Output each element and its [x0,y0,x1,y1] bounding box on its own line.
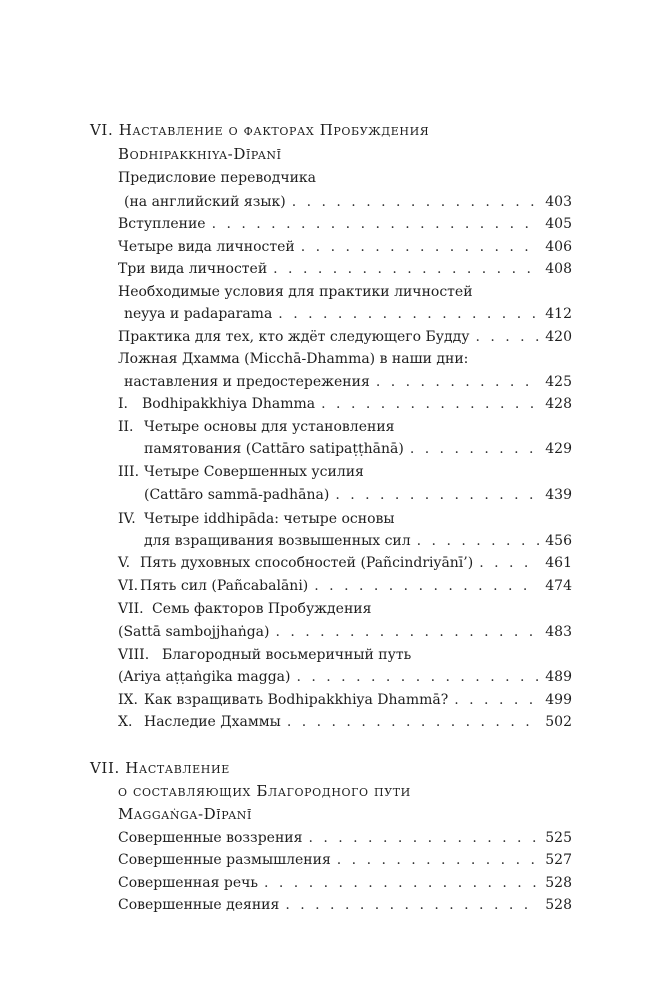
leader-dots [417,531,540,551]
toc-entry[interactable] [118,439,572,459]
toc-entry-text: Практика для тех, кто ждёт следующего Будду [118,329,470,345]
toc-entry[interactable] [118,372,572,392]
toc-entry-text: (Cattāro sammā-padhāna) [144,487,330,503]
toc-page-number: 408 [545,261,572,277]
toc-entry-text: Совершенные деяния [118,897,280,913]
toc-page-number: 527 [545,852,572,868]
toc-entry[interactable] [118,690,572,710]
toc-entry[interactable] [118,259,572,279]
leader-dots [292,192,540,212]
leader-dots [287,712,539,732]
toc-entry-text: Совершенная речь [118,875,258,891]
toc-entry-text: (на английский язык) [124,194,286,210]
toc-page-number: 502 [545,714,572,730]
toc-entry[interactable] [118,828,572,848]
leader-dots [296,667,539,687]
toc-entry[interactable] [118,349,572,369]
toc-entry-number: VII. [118,601,144,617]
toc-entry[interactable] [118,667,572,687]
toc-entry[interactable] [118,622,572,642]
toc-entry-text: Пять духовных способностей (Pañcindriyānī’) [140,555,474,571]
toc-entry-text: Bodhipakkhiya Dhamma [142,396,316,412]
toc-entry-text: Семь факторов Пробуждения [152,601,372,617]
toc-entry-number: I. [118,396,128,412]
leader-dots [275,622,539,642]
toc-page-number: 412 [545,306,572,322]
leader-dots [479,553,539,573]
toc-page-number: 420 [545,329,572,345]
section-6-subheading: Bodhipakkhiya-Dīpanī [118,145,282,163]
toc-entry[interactable] [118,327,572,347]
leader-dots [308,828,539,848]
toc-page-number: 403 [545,194,572,210]
toc-entry[interactable] [118,282,572,302]
toc-entry-text: Четыре iddhipāda: четыре основы [144,511,395,527]
toc-entry-text: Необходимые условия для практики личностей [118,284,473,300]
toc-entry[interactable] [118,850,572,870]
leader-dots [264,873,539,893]
toc-entry[interactable] [118,645,572,665]
toc-page-number: 439 [545,487,572,503]
toc-page-number: 405 [545,216,572,232]
toc-entry[interactable] [118,553,572,573]
toc-entry[interactable] [118,873,572,893]
toc-entry-number: VIII. [118,647,150,663]
toc-page-number: 428 [545,396,572,412]
toc-entry[interactable] [118,168,572,188]
section-7-subheading: Maggaṅga-Dīpanī [118,805,252,823]
leader-dots [212,214,540,234]
leader-dots [335,485,539,505]
leader-dots [321,394,539,414]
section-7-heading: VII. Наставление [90,759,230,777]
section-7-heading-line2: о составляющих Благородного пути [118,782,411,800]
toc-entry-text: для взращивания возвышенных сил [144,533,411,549]
toc-page-number: 425 [545,374,572,390]
leader-dots [273,259,539,279]
toc-entry-text: (Sattā sambojjhaṅga) [118,624,270,640]
toc-entry-text: памятования (Cattāro satipaṭṭhānā) [144,441,404,457]
toc-entry-text: Совершенные размышления [118,852,331,868]
toc-entry-text: Ложная Дхамма (Micchā-Dhamma) в наши дни: [118,351,469,367]
toc-entry[interactable] [118,509,572,529]
toc-entry-number: VI. [118,578,139,594]
leader-dots [285,895,539,915]
toc-entry[interactable] [118,462,572,482]
toc-entry[interactable] [118,237,572,257]
toc-entry[interactable] [118,485,572,505]
toc-entry-number: II. [118,419,134,435]
toc-page-number: 483 [545,624,572,640]
leader-dots [337,850,539,870]
toc-entry-number: X. [118,714,133,730]
leader-dots [314,576,539,596]
toc-entry-text: neyya и padaparama [124,306,273,322]
toc-entry[interactable] [118,417,572,437]
toc-entry[interactable] [118,576,572,596]
leader-dots [410,439,539,459]
toc-entry-number: III. [118,464,140,480]
leader-dots [475,327,539,347]
toc-entry[interactable] [118,192,572,212]
leader-dots [301,237,540,257]
toc-entry[interactable] [118,394,572,414]
toc-entry-text: Как взращивать Bodhipakkhiya Dhammā? [144,692,449,708]
toc-entry[interactable] [118,599,572,619]
toc-entry-text: Три вида личностей [118,261,268,277]
toc-entry-number: IX. [118,692,138,708]
toc-entry-text: Пять сил (Pañcabalāni) [140,578,309,594]
toc-page-number: 489 [545,669,572,685]
toc-entry-text: Предисловие переводчика [118,170,316,186]
leader-dots [376,372,539,392]
toc-page-number: 474 [545,578,572,594]
toc-entry-number: IV. [118,511,136,527]
toc-entry-text: Совершенные воззрения [118,830,303,846]
toc-entry[interactable] [118,214,572,234]
toc-entry-text: Четыре вида личностей [118,239,295,255]
toc-entry-text: Благородный восьмеричный путь [162,647,412,663]
leader-dots [454,690,539,710]
toc-entry[interactable] [118,304,572,324]
toc-entry-number: V. [118,555,131,571]
toc-entry[interactable] [118,712,572,732]
toc-entry-text: (Ariya aṭṭaṅgika magga) [118,669,291,685]
toc-entry-text: Вступление [118,216,206,232]
toc-page-number: 528 [545,875,572,891]
toc-entry-text: Четыре основы для установления [144,419,395,435]
toc-entry-text: Четыре Совершенных усилия [144,464,364,480]
toc-entry-text: наставления и предостережения [124,374,370,390]
toc-page-number: 429 [545,441,572,457]
section-6-heading: VI. Наставление о факторах Пробуждения [90,121,430,139]
toc-page-number: 525 [545,830,572,846]
toc-page-number: 406 [545,239,572,255]
toc-page-number: 456 [545,533,572,549]
leader-dots [278,304,539,324]
toc-entry[interactable] [118,531,572,551]
toc-page-number: 461 [545,555,572,571]
toc-entry[interactable] [118,895,572,915]
toc-page-number: 528 [545,897,572,913]
toc-entry-text: Наследие Дхаммы [144,714,281,730]
toc-page-number: 499 [545,692,572,708]
